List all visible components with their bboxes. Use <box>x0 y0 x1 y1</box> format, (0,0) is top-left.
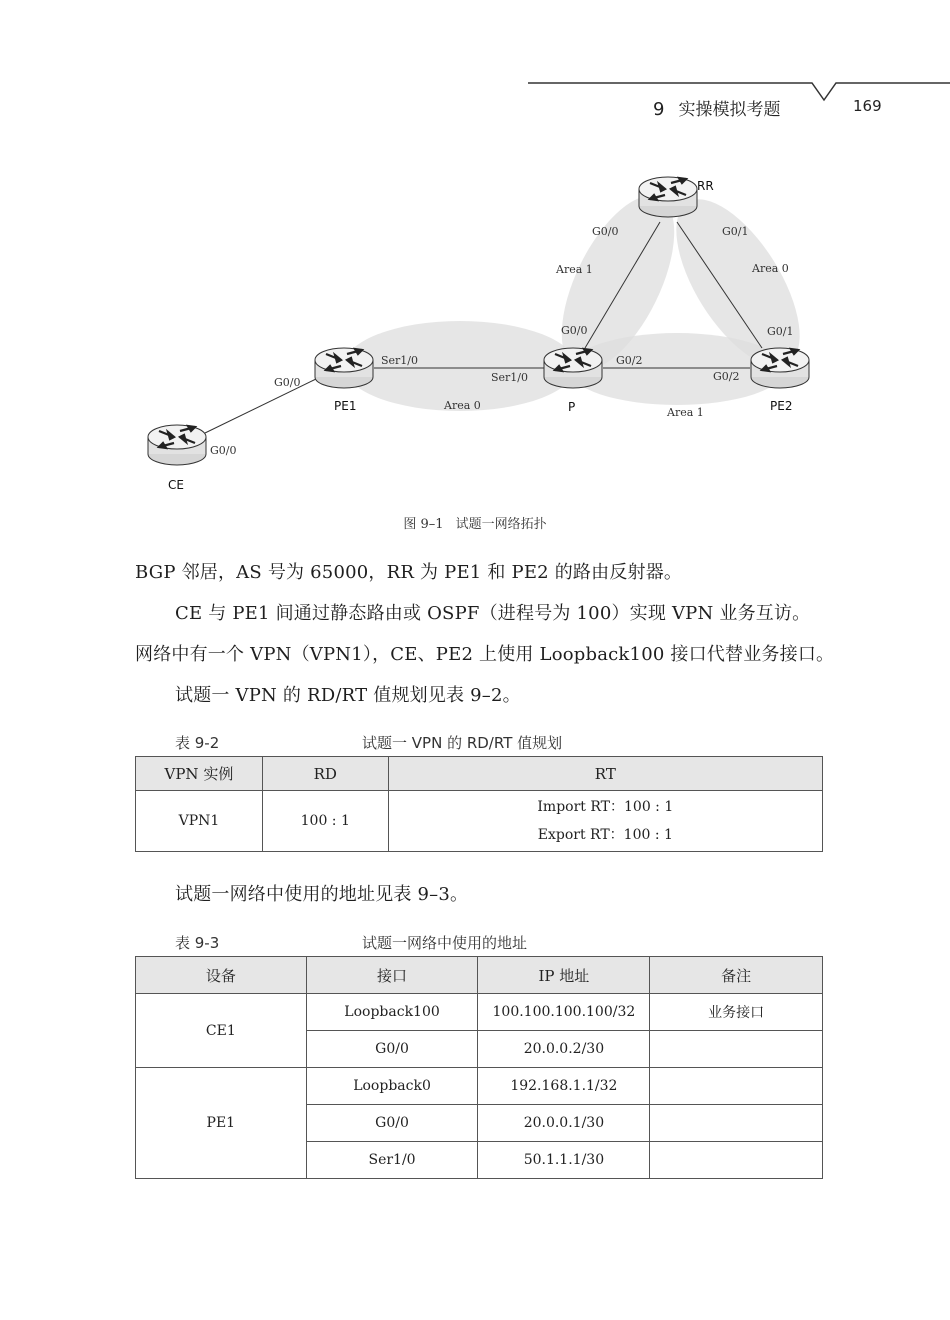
page-header <box>0 0 950 130</box>
table-9-3-number: 表 9-3 <box>175 934 220 952</box>
device-cell: PE1 <box>136 1068 307 1179</box>
device-cell: CE1 <box>136 994 307 1068</box>
table-9-2-title: 试题一 VPN 的 RD/RT 值规划 <box>362 734 563 752</box>
device-label-pe2: PE2 <box>770 399 793 413</box>
ip-cell: 20.0.0.1/30 <box>478 1105 650 1142</box>
paragraph-4: 试题一 VPN 的 RD/RT 值规划见表 9–2。 <box>175 685 521 706</box>
paragraph-2: CE 与 PE1 间通过静态路由或 OSPF（进程号为 100）实现 VPN 业务互访。 <box>175 603 811 624</box>
device-label-p: P <box>568 400 576 414</box>
table-9-2 <box>135 756 823 852</box>
interface-cell: Loopback100 <box>306 994 478 1031</box>
chapter-title: 实操模拟考题 <box>678 100 781 120</box>
interface-cell: G0/0 <box>306 1031 478 1068</box>
area-label-rr-pe2: Area 0 <box>752 262 789 275</box>
figure-title: 试题一网络拓扑 <box>455 517 547 532</box>
device-label-ce: CE <box>168 478 184 492</box>
if-label-pe1-g00: G0/0 <box>274 376 301 389</box>
if-label-p-ser10: Ser1/0 <box>491 371 529 384</box>
if-label-pe2-g02: G0/2 <box>713 370 740 383</box>
topology-svg <box>130 150 830 510</box>
device-label-rr: RR <box>697 179 714 193</box>
note-cell <box>650 1068 823 1105</box>
table-row <box>136 1068 823 1105</box>
network-topology-figure <box>130 150 830 510</box>
chapter-number: 9 <box>653 99 665 120</box>
area-label-pe1-p: Area 0 <box>444 399 481 412</box>
paragraph-3: 网络中有一个 VPN（VPN1），CE、PE2 上使用 Loopback100 接口代替业务接口。 <box>135 644 835 665</box>
interface-cell: Loopback0 <box>306 1068 478 1105</box>
interface-cell: Ser1/0 <box>306 1142 478 1179</box>
rt-export: Export RT：100 : 1 <box>537 827 673 843</box>
device-label-pe1: PE1 <box>334 399 357 413</box>
ip-cell: 192.168.1.1/32 <box>478 1068 650 1105</box>
ip-cell: 100.100.100.100/32 <box>478 994 650 1031</box>
note-cell <box>650 1031 823 1068</box>
table-header-cell: RT <box>388 757 822 791</box>
area-ellipse-pe1-p <box>344 321 576 411</box>
if-label-p-g00: G0/0 <box>561 324 588 337</box>
router-ce-icon <box>148 425 206 465</box>
vpn-cell: VPN1 <box>136 791 263 852</box>
ip-cell: 20.0.0.2/30 <box>478 1031 650 1068</box>
if-label-pe1-ser10: Ser1/0 <box>381 354 419 367</box>
rd-cell: 100 : 1 <box>262 791 388 852</box>
chapter-heading <box>653 95 780 120</box>
table-9-2-number: 表 9-2 <box>175 734 220 752</box>
rt-cell <box>388 791 822 852</box>
paragraph-5: 试题一网络中使用的地址见表 9–3。 <box>175 884 469 905</box>
header-rule <box>0 0 950 130</box>
table-9-3 <box>135 956 823 1179</box>
router-pe2-icon <box>751 348 809 388</box>
area-label-rr-p: Area 1 <box>556 263 593 276</box>
router-rr-icon <box>639 177 697 217</box>
page-number: 169 <box>853 97 882 115</box>
table-header-cell: VPN 实例 <box>136 757 263 791</box>
table-header-row <box>136 757 823 791</box>
note-cell: 业务接口 <box>650 994 823 1031</box>
if-label-ce-g00: G0/0 <box>210 444 237 457</box>
table-header-cell: 接口 <box>306 957 478 994</box>
figure-number: 图 9–1 <box>403 517 444 532</box>
table-header-cell: 设备 <box>136 957 307 994</box>
table-header-cell: 备注 <box>650 957 823 994</box>
paragraph-1: BGP 邻居，AS 号为 65000，RR 为 PE1 和 PE2 的路由反射器。 <box>135 562 683 583</box>
router-p-icon <box>544 348 602 388</box>
table-row <box>136 791 823 852</box>
if-label-rr-g01: G0/1 <box>722 225 749 238</box>
table-header-row <box>136 957 823 994</box>
if-label-p-g02: G0/2 <box>616 354 643 367</box>
table-row <box>136 994 823 1031</box>
area-label-p-pe2: Area 1 <box>667 406 704 419</box>
table-header-cell: RD <box>262 757 388 791</box>
if-label-pe2-g01: G0/1 <box>767 325 794 338</box>
interface-cell: G0/0 <box>306 1105 478 1142</box>
router-pe1-icon <box>315 348 373 388</box>
figure-caption <box>0 513 950 532</box>
table-9-3-title: 试题一网络中使用的地址 <box>362 934 528 952</box>
ip-cell: 50.1.1.1/30 <box>478 1142 650 1179</box>
note-cell <box>650 1105 823 1142</box>
note-cell <box>650 1142 823 1179</box>
if-label-rr-g00: G0/0 <box>592 225 619 238</box>
table-header-cell: IP 地址 <box>478 957 650 994</box>
rt-import: Import RT：100 : 1 <box>537 799 674 815</box>
